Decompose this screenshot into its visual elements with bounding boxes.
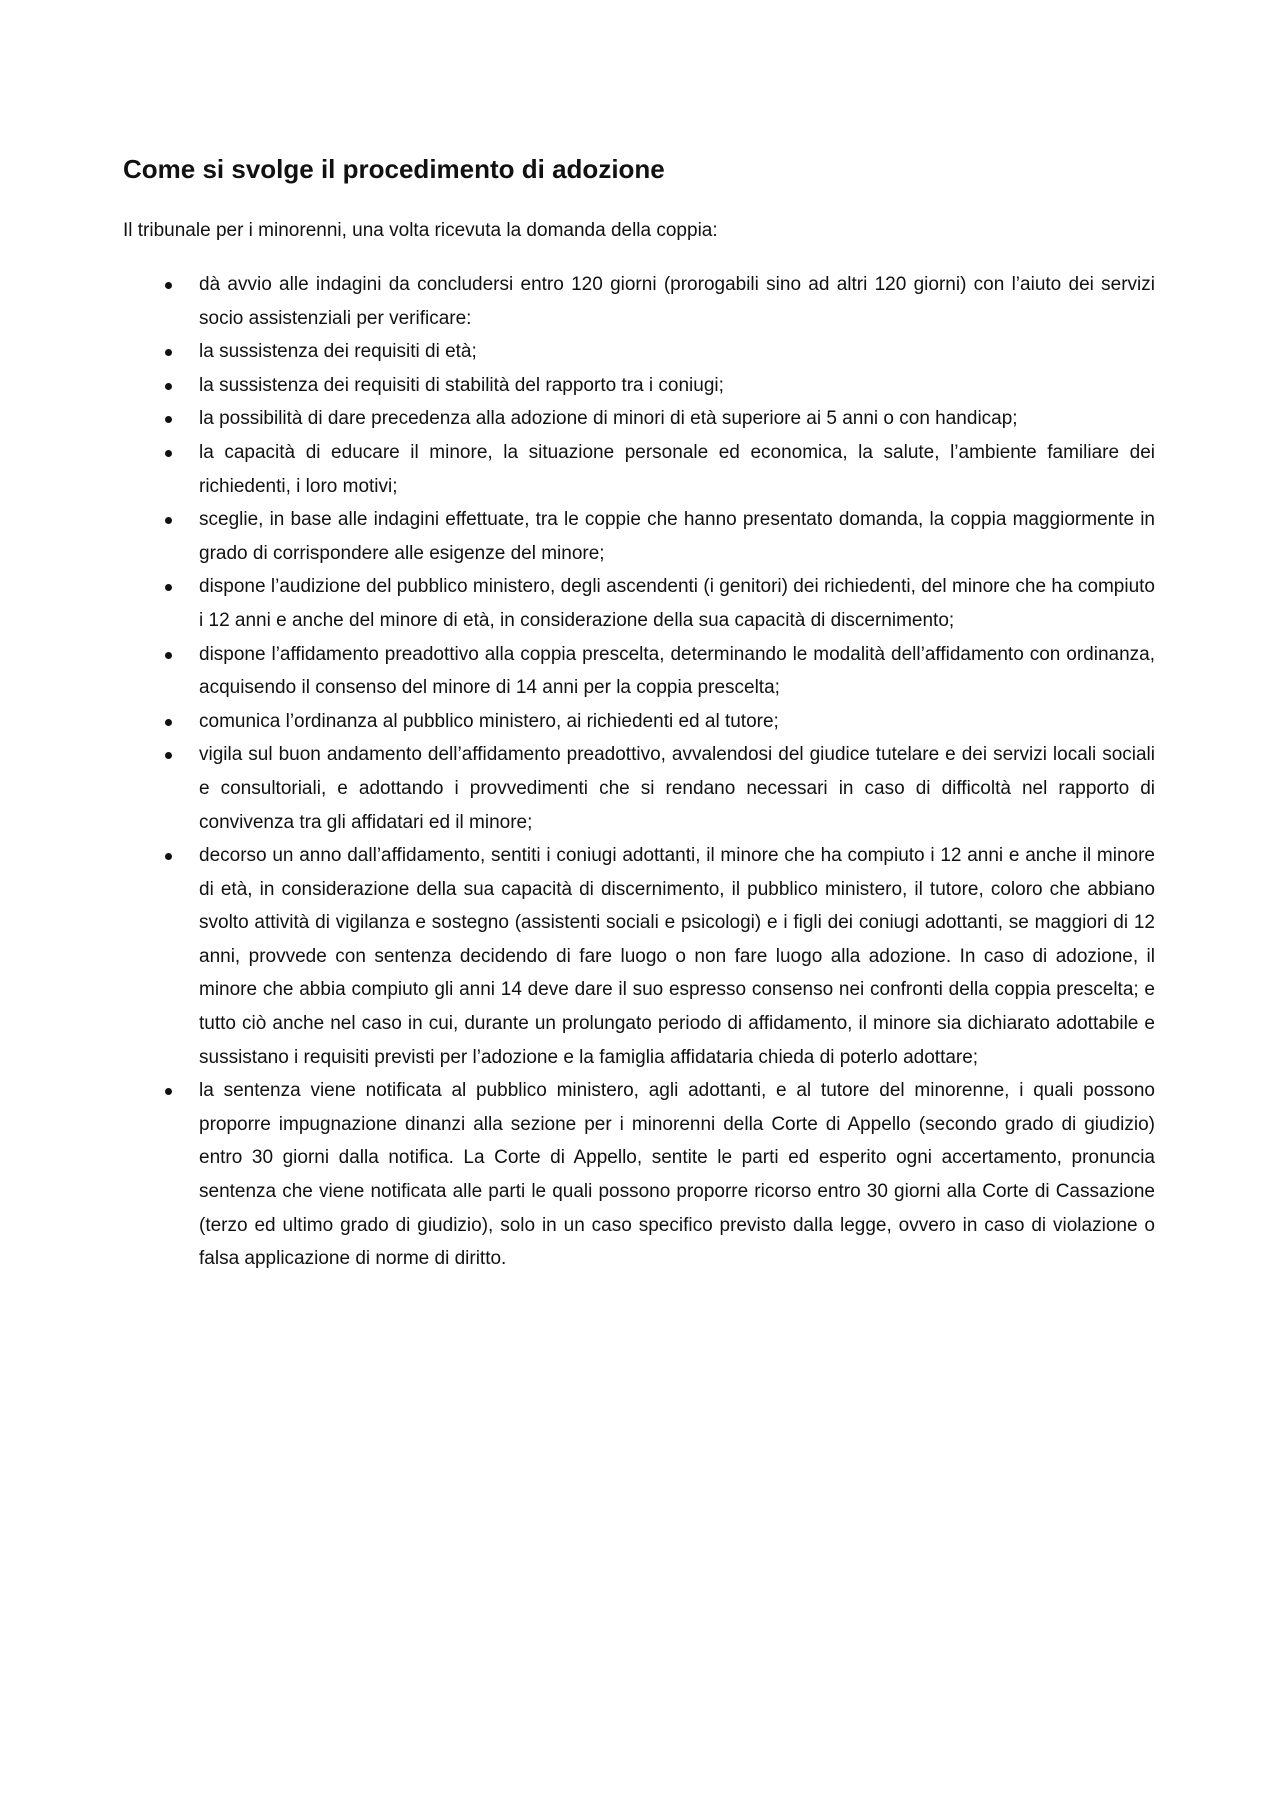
list-item xyxy=(123,369,1155,403)
bullet-icon xyxy=(165,517,172,524)
bullet-icon xyxy=(165,719,172,726)
list-item xyxy=(123,839,1155,1074)
list-item-text: dà avvio alle indagini da concludersi entro 120 giorni (prorogabili sino ad altri 120 giorni) con l’aiuto dei servizi socio assistenziali per verificare: xyxy=(199,274,1155,329)
list-item-text: la sentenza viene notificata al pubblico ministero, agli adottanti, e al tutore del minorenne, i quali possono proporre impugnazione dinanzi alla sezione per i minorenni della Corte di Appello (secondo grado di giudizio) entro 30 giorni dalla notifica. La Corte di Appello, sentite le parti ed esperito ogni accertamento, pronuncia sentenza che viene notificata alle parti le quali possono proporre ricorso entro 30 giorni alla Corte di Cassazione (terzo ed ultimo grado di giudizio), solo in un caso specifico previsto dalla legge, ovvero in caso di violazione o falsa applicazione di norme di diritto. xyxy=(199,1080,1155,1270)
bullet-icon xyxy=(165,416,172,423)
list-item-text: sceglie, in base alle indagini effettuate, tra le coppie che hanno presentato domanda, la coppia maggiormente in grado di corrispondere alle esigenze del minore; xyxy=(199,509,1155,564)
list-item-text: la sussistenza dei requisiti di stabilità del rapporto tra i coniugi; xyxy=(199,374,724,396)
bullet-icon xyxy=(165,853,172,860)
document-title: Come si svolge il procedimento di adozione xyxy=(123,154,665,184)
list-item xyxy=(123,738,1155,839)
bullet-list xyxy=(123,268,1155,1276)
bullet-icon xyxy=(165,1088,172,1095)
list-item-text: la sussistenza dei requisiti di età; xyxy=(199,341,477,363)
list-item-text: comunica l’ordinanza al pubblico ministero, ai richiedenti ed al tutore; xyxy=(199,710,779,732)
list-item-text: decorso un anno dall’affidamento, sentiti i coniugi adottanti, il minore che ha compiuto i 12 anni e anche il minore di età, in considerazione della sua capacità di discernimento, il pubblico ministero, il tutore, coloro che abbiano svolto attività di vigilanza e sostegno (assistenti sociali e psicologi) e i figli dei coniugi adottanti, se maggiori di 12 anni, provvede con sentenza decidendo di fare luogo o non fare luogo alla adozione. In caso di adozione, il minore che abbia compiuto gli anni 14 deve dare il suo espresso consenso nei confronti della coppia prescelta; e tutto ciò anche nel caso in cui, durante un prolungato periodo di affidamento, il minore sia dichiarato adottabile e sussistano i requisiti previsti per l’adozione e la famiglia affidataria chieda di poterlo adottare; xyxy=(199,845,1155,1068)
bullet-icon xyxy=(165,450,172,457)
list-item xyxy=(123,268,1155,335)
bullet-icon xyxy=(165,383,172,390)
list-item xyxy=(123,503,1155,570)
bullet-icon xyxy=(165,282,172,289)
list-item xyxy=(123,1074,1155,1276)
list-item xyxy=(123,638,1155,705)
list-item xyxy=(123,402,1155,436)
list-item-text: la possibilità di dare precedenza alla adozione di minori di età superiore ai 5 anni o con handicap; xyxy=(199,408,1018,430)
list-item xyxy=(123,436,1155,503)
list-item-text: dispone l’affidamento preadottivo alla coppia prescelta, determinando le modalità dell’affidamento con ordinanza, acquisendo il consenso del minore di 14 anni per la coppia prescelta; xyxy=(199,643,1155,699)
intro-paragraph: Il tribunale per i minorenni, una volta ricevuta la domanda della coppia: xyxy=(123,220,718,241)
list-item-text: vigila sul buon andamento dell’affidamento preadottivo, avvalendosi del giudice tutelare e dei servizi locali sociali e consultoriali, e adottando i provvedimenti che si rendano necessari in caso di difficoltà nel rapporto di convivenza tra gli affidatari ed il minore; xyxy=(199,744,1155,833)
list-item-text: dispone l’audizione del pubblico ministero, degli ascendenti (i genitori) dei richiedenti, del minore che ha compiuto i 12 anni e anche del minore di età, in considerazione della sua capacità di discernimento; xyxy=(199,576,1155,631)
bullet-icon xyxy=(165,349,172,356)
list-item xyxy=(123,570,1155,637)
list-item xyxy=(123,705,1155,739)
bullet-icon xyxy=(165,752,172,759)
bullet-icon xyxy=(165,584,172,591)
bullet-icon xyxy=(165,652,172,659)
list-item xyxy=(123,335,1155,369)
list-item-text: la capacità di educare il minore, la situazione personale ed economica, la salute, l’ambiente familiare dei richiedenti, i loro motivi; xyxy=(199,441,1155,497)
